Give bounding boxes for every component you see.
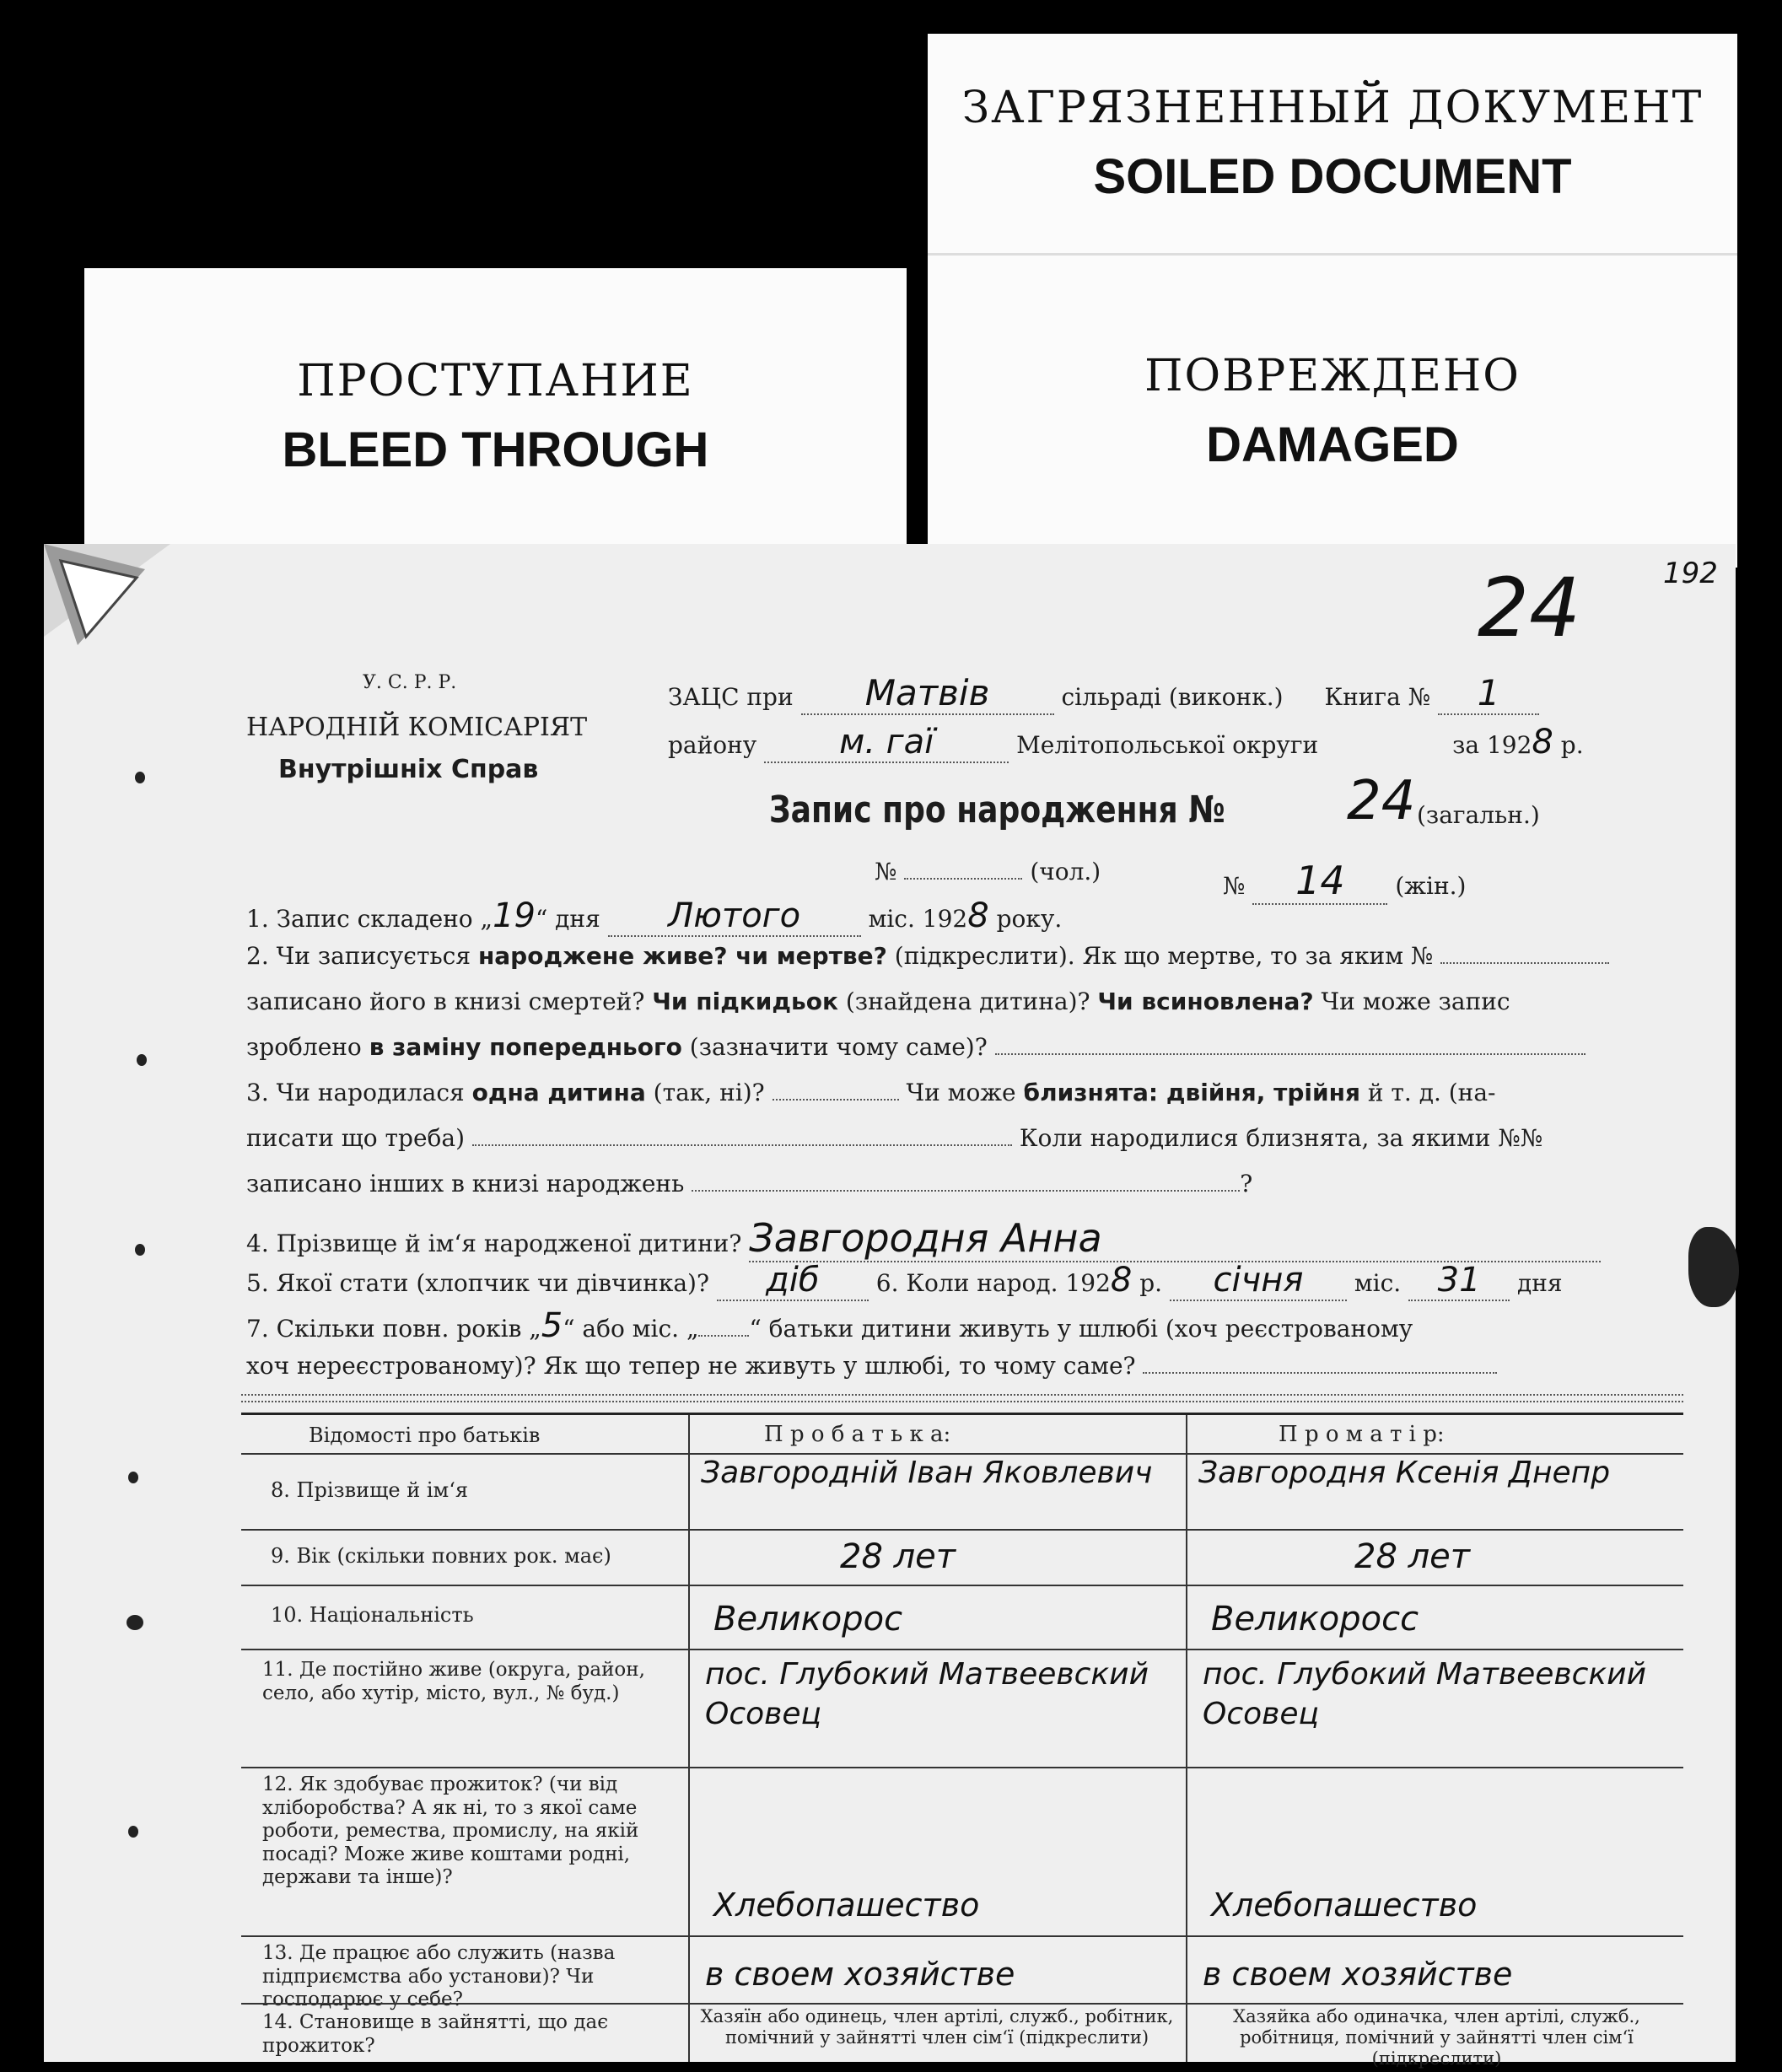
l3c-q: ?: [1240, 1170, 1253, 1197]
year-digit: 8: [1532, 723, 1553, 762]
punch-hole: [128, 1826, 138, 1838]
male-label: (чол.): [1030, 858, 1101, 885]
mother-residence: пос. Глубокий Матвеевский Осовец: [1203, 1657, 1646, 1731]
l3b-field: [472, 1144, 1012, 1146]
table-row: [241, 1453, 1683, 1531]
district-line: [668, 723, 1584, 763]
mother-status-options: Хазяйка або одиначка, член артілі, служб., робітниця, помічний у зайнятті член сім‘ї (підкреслити): [1233, 2006, 1640, 2069]
affairs-label: Внутрішніх Справ: [278, 755, 539, 784]
father-age: 28 лет: [840, 1537, 956, 1576]
child-name: Завгородня Анна: [749, 1215, 1601, 1262]
mother-age: 28 лет: [1354, 1537, 1471, 1576]
table-header-row: [241, 1413, 1683, 1456]
damaged-notice: [928, 253, 1737, 568]
punch-hole: [127, 1615, 143, 1630]
general-label: (загальн.): [1417, 801, 1540, 829]
bleed-through-notice: [84, 268, 907, 565]
l3b-pre: писати що треба): [246, 1124, 465, 1152]
l3a-mid: (так, ні)?: [645, 1079, 765, 1106]
l6-mis: міс.: [1354, 1269, 1402, 1297]
l2c-field: [995, 1053, 1585, 1055]
l6-pre: 6. Коли народ. 192: [875, 1269, 1111, 1297]
ink-blot: [1688, 1227, 1739, 1307]
table-row: [241, 1935, 1683, 2011]
l3b-post: Коли народилися близнята, за якими №№: [1019, 1124, 1543, 1152]
l1-post: міс. 192: [868, 905, 968, 933]
father-residence: пос. Глубокий Матвеевский Осовец: [705, 1657, 1149, 1731]
l2b-bold2: Чи всиновлена?: [1097, 988, 1314, 1015]
birth-day: 31: [1408, 1261, 1510, 1301]
l3c-text: записано інших в книзі народжень: [246, 1170, 685, 1197]
birth-month: січня: [1170, 1261, 1347, 1301]
punch-hole: [135, 1244, 145, 1256]
damaged-notice-en: DAMAGED: [1206, 417, 1459, 472]
father-workplace: в своем хозяйстве: [705, 1956, 1015, 1993]
soiled-notice-en: SOILED DOCUMENT: [1093, 148, 1572, 204]
l2a-pre: 2. Чи записується: [246, 942, 478, 970]
header-label: Відомості про батьків: [309, 1423, 541, 1447]
l3a-bold: одна дитина: [471, 1079, 646, 1106]
l1-month: Лютого: [608, 896, 861, 937]
line-3c: [246, 1170, 1252, 1197]
line-3a: [246, 1079, 1496, 1106]
header-mother: П р о м а т і р:: [1279, 1422, 1445, 1447]
zags-line: [668, 672, 1539, 715]
line-4: [246, 1215, 1601, 1262]
soiled-document-notice: [928, 34, 1737, 253]
table-row: [241, 1585, 1683, 1650]
l1-day: 19: [493, 896, 536, 935]
row-label: 10. Національність: [271, 1603, 474, 1627]
book-label: Книга №: [1324, 683, 1431, 711]
line-3b: [246, 1124, 1542, 1152]
l2a-field: [1440, 962, 1609, 964]
female-no: №: [1223, 872, 1246, 900]
l2c-pre: зроблено: [246, 1033, 369, 1061]
zags-pre: ЗАЦС при: [668, 683, 794, 711]
l2b-bold1: Чи підкидьок: [652, 988, 838, 1015]
l2b-mid: (знайдена дитина)?: [837, 988, 1098, 1015]
marriage-years: 5: [541, 1306, 563, 1345]
father-name: Завгородній Іван Яковлевич: [701, 1456, 1153, 1490]
header-father: П р о б а т ь к а:: [764, 1422, 951, 1447]
father-livelihood: Хлебопашество: [713, 1886, 980, 1924]
row-label: 13. Де працює або служить (назва підприємства або установи)? Чи господарює у себе?: [262, 1942, 616, 2011]
father-nationality: Великорос: [713, 1600, 903, 1639]
l3a-pre: 3. Чи народилася: [246, 1079, 472, 1106]
table-row: [241, 1649, 1683, 1768]
l3a-bold2: близнята: двійня, трійня: [1023, 1079, 1360, 1106]
child-sex: діб: [717, 1261, 869, 1301]
l6-mid: р.: [1139, 1269, 1163, 1297]
table-row: [241, 1767, 1683, 1937]
book-number: 1: [1438, 672, 1539, 715]
mother-livelihood: Хлебопашество: [1211, 1886, 1478, 1924]
l7b-text: хоч нереєстрованому)? Як що тепер не живуть у шлюбі, то чому саме?: [246, 1352, 1136, 1380]
birth-record-document: [44, 544, 1736, 2069]
line-2c: [246, 1033, 1585, 1061]
line-7b: [246, 1352, 1497, 1380]
row-label: 11. Де постійно живе (округа, район, село, або хутір, місто, вул., № буд.): [262, 1659, 645, 1704]
zags-village: Матвів: [801, 672, 1054, 715]
row-label: 9. Вік (скільки повних рок. має): [271, 1544, 611, 1568]
l1-end: року.: [996, 905, 1063, 933]
row-label: 8. Прізвище й ім‘я: [271, 1478, 468, 1502]
l3a-post: й т. д. (на-: [1359, 1079, 1496, 1106]
damaged-notice-ru: ПОВРЕЖДЕНО: [1144, 350, 1521, 401]
l2c-bold: в заміну попереднього: [369, 1033, 682, 1061]
corner-number: 24: [1478, 561, 1581, 655]
record-title: Запис про народження №: [769, 788, 1225, 831]
mother-workplace: в своем хозяйстве: [1203, 1956, 1513, 1993]
district-pre: району: [668, 731, 757, 759]
district-name: м. гаї: [764, 723, 1009, 763]
l7a-field: [698, 1335, 749, 1337]
separator-rule: [241, 1401, 1683, 1402]
row-label: 12. Як здобуває прожиток? (чи від хліборобства? А як ні, то з якої саме роботи, ремества, промислу, на якій посаді? Може живе коштами родні, держави та інше)?: [262, 1773, 639, 1889]
l5-pre: 5. Якої стати (хлопчик чи дівчинка)?: [246, 1269, 709, 1297]
zags-post: сільраді (виконк.): [1061, 683, 1284, 711]
line-1: [246, 896, 1062, 937]
punch-hole: [137, 1054, 147, 1066]
bleed-notice-ru: ПРОСТУПАНИЕ: [297, 355, 694, 406]
line-2a: [246, 942, 1609, 970]
l3a-field: [773, 1099, 899, 1101]
l2c-post: (зазначити чому саме)?: [681, 1033, 988, 1061]
l7b-field: [1143, 1372, 1497, 1374]
table-row: [241, 2003, 1683, 2069]
record-number: 24: [1347, 770, 1416, 832]
l1-year: 8: [967, 896, 989, 935]
soiled-notice-ru: ЗАГРЯЗНЕННЫЙ ДОКУМЕНТ: [961, 82, 1704, 133]
l7a-mid: “ або міс. „: [563, 1315, 699, 1343]
line-5-6: [246, 1261, 1563, 1301]
line-7a: [246, 1306, 1413, 1345]
l3a-mid2: Чи може: [906, 1079, 1024, 1106]
male-line: [875, 858, 1101, 885]
mother-nationality: Великоросс: [1211, 1600, 1419, 1639]
l2b-post: Чи може запис: [1313, 988, 1510, 1015]
l7a-pre: 7. Скільки повн. років „: [246, 1315, 541, 1343]
punch-hole: [135, 772, 145, 783]
bleed-notice-en: BLEED THROUGH: [282, 422, 709, 477]
l4-pre: 4. Прізвище й ім‘я народженої дитини?: [246, 1230, 742, 1257]
table-row: [241, 1529, 1683, 1586]
female-label: (жін.): [1395, 872, 1467, 900]
l6-end: дня: [1517, 1269, 1563, 1297]
separator-rule: [241, 1394, 1683, 1396]
year-post: р.: [1560, 731, 1584, 759]
female-line: [1223, 858, 1466, 905]
l2a-post: (підкреслити). Як що мертве, то за яким №: [886, 942, 1434, 970]
male-no: №: [875, 858, 897, 885]
punch-hole: [128, 1472, 138, 1483]
father-status-options: Хазяїн або одинець, член артілі, служб., робітник, помічний у зайнятті член сім‘ї (підкреслити): [700, 2006, 1174, 2048]
commissariat-label: НАРОДНІЙ КОМІСАРІЯТ: [246, 713, 588, 742]
row-label: 14. Становище в зайнятті, що дає прожиток?: [262, 2011, 609, 2057]
edge-mark: 192: [1663, 557, 1718, 590]
female-number: 14: [1252, 858, 1387, 905]
year-label: за 192: [1452, 731, 1532, 759]
l2b-pre: записано його в книзі смертей?: [246, 988, 653, 1015]
l3c-field: [692, 1190, 1240, 1192]
line-2b: [246, 988, 1510, 1015]
mother-name: Завгородня Ксенія Днепр: [1198, 1456, 1611, 1490]
folded-corner-icon: [44, 544, 179, 662]
l1-pre: 1. Запис складено „: [246, 905, 493, 933]
male-number-field: [904, 878, 1022, 880]
l2a-bold: народжене живе? чи мертве?: [477, 942, 887, 970]
l6-year: 8: [1110, 1261, 1133, 1300]
district-post: Мелітопольської округи: [1016, 731, 1319, 759]
l1-mid: “ дня: [535, 905, 600, 933]
l7a-post: “ батьки дитини живуть у шлюбі (хоч реєстрованому: [749, 1315, 1413, 1343]
republic-label: У. С. Р. Р.: [363, 672, 457, 693]
